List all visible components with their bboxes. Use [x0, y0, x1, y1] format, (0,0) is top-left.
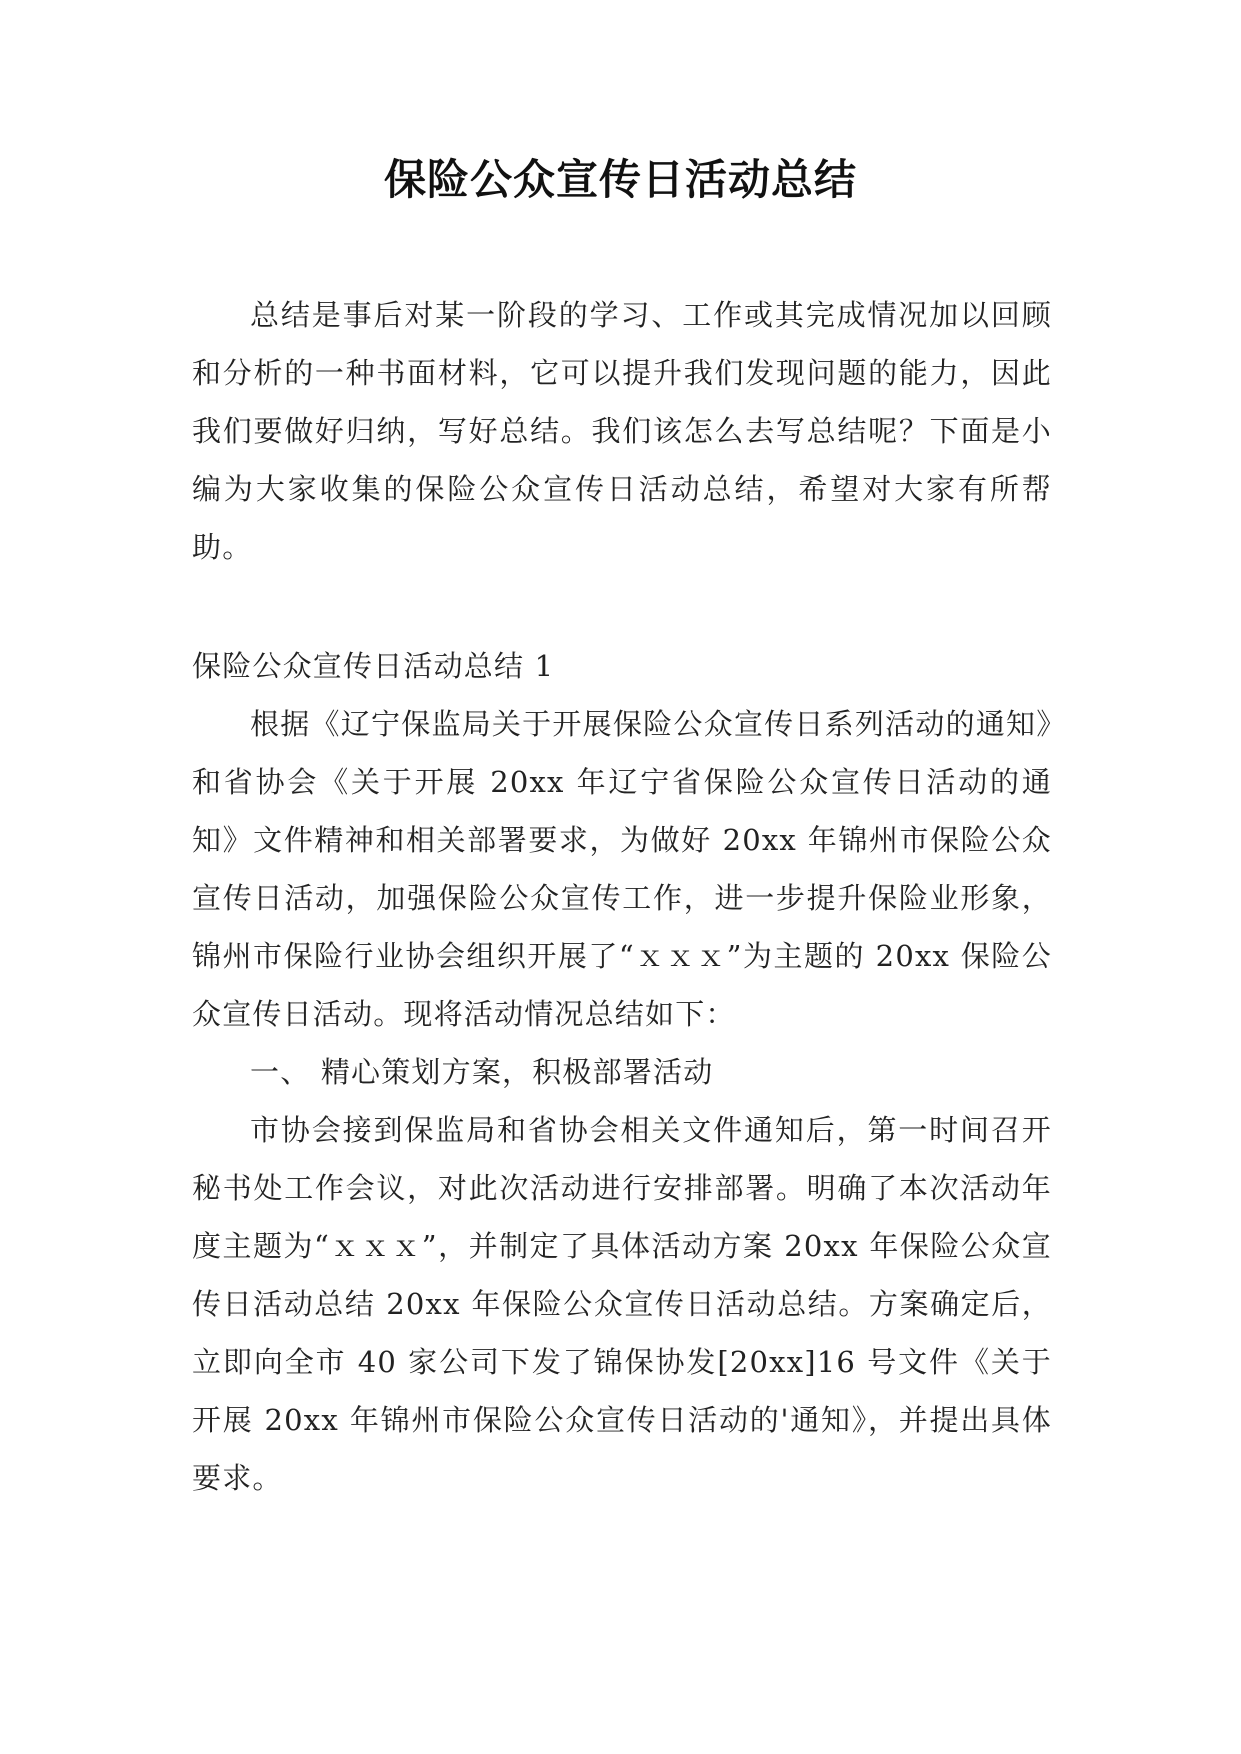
intro-paragraph: 总结是事后对某一阶段的学习、工作或其完成情况加以回顾和分析的一种书面材料，它可以提升我们发现问题的能力，因此我们要做好归纳，写好总结。我们该怎么去写总结呢？下面是小编为大家收集的保险公众宣传日活动总结，希望对大家有所帮助。 — [192, 298, 1052, 564]
document-title: 保险公众宣传日活动总结 — [383, 155, 857, 204]
body-paragraph: 市协会接到保监局和省协会相关文件通知后，第一时间召开秘书处工作会议，对此次活动进行安排部署。明确了本次活动年度主题为“ｘｘｘ”，并制定了具体活动方案 20xx 年保险公众宣传日活动总结 20xx 年保险公众宣传日活动总结。方案确定后，立即向全市 40 家公司下发了锦保协发[20xx]16 号文件《关于开展 20xx 年锦州市保险公众宣传日活动的'通知》，并提出具体要求。 — [192, 1113, 1052, 1495]
section-block — [192, 637, 1052, 1507]
subsection-heading: 一、 精心策划方案，积极部署活动 — [250, 1055, 714, 1089]
section-heading: 保险公众宣传日活动总结 1 — [192, 649, 555, 683]
body-paragraph: 根据《辽宁保监局关于开展保险公众宣传日系列活动的通知》和省协会《关于开展 20xx 年辽宁省保险公众宣传日活动的通知》文件精神和相关部署要求，为做好 20xx 年锦州市保险公众宣传日活动，加强保险公众宣传工作，进一步提升保险业形象，锦州市保险行业协会组织开展了“ｘｘｘ”为主题的 20xx 保险公众宣传日活动。现将活动情况总结如下： — [192, 707, 1052, 1031]
intro-block — [192, 286, 1052, 576]
